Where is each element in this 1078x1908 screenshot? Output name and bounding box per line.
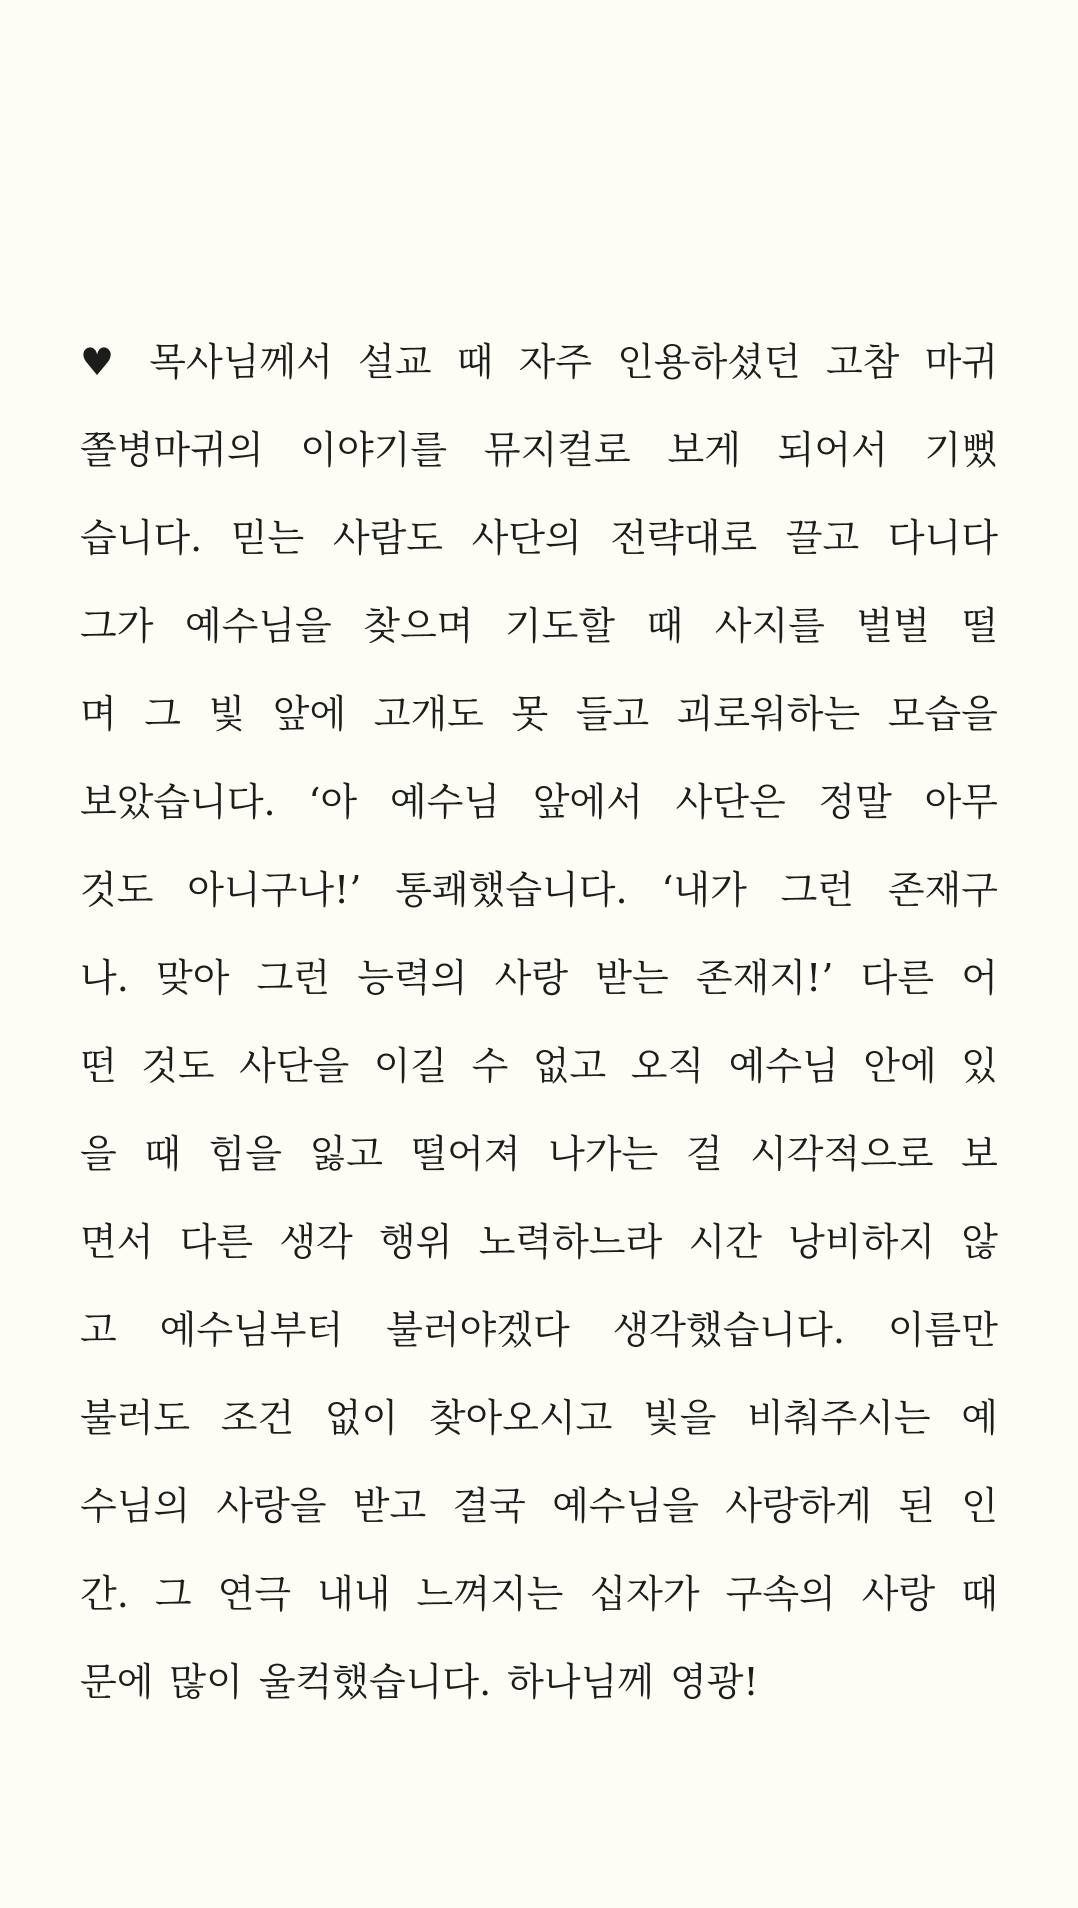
word: 어 <box>961 956 998 1000</box>
text-line <box>80 1022 998 1110</box>
word: 앞에서 <box>532 780 643 824</box>
word: 고참 <box>825 340 900 384</box>
word: 아니구나!’ <box>187 868 362 912</box>
word: 사람도 <box>332 516 443 560</box>
word: 사랑하게 <box>725 1484 873 1528</box>
word: 그런 <box>256 956 331 1000</box>
word: 인 <box>961 1484 998 1528</box>
word: 않 <box>961 1220 998 1264</box>
word: 결국 <box>452 1484 526 1528</box>
word: 조건 <box>220 1396 295 1440</box>
word: 사랑 <box>861 1572 936 1616</box>
word: 못 <box>511 692 549 736</box>
word: 면서 <box>80 1220 154 1264</box>
text-line <box>80 494 998 582</box>
word: 고개도 <box>373 692 484 736</box>
word: 잃고 <box>309 1132 383 1176</box>
text-line <box>80 846 998 934</box>
word: 기도할 <box>504 604 616 648</box>
word: 안에 <box>863 1044 937 1088</box>
word: 나가는 <box>548 1132 659 1176</box>
word: 다니다 <box>887 516 998 560</box>
word: 수 <box>471 1044 509 1088</box>
text-line <box>80 1638 998 1726</box>
word: 때 <box>144 1132 181 1176</box>
word: 수님의 <box>80 1484 191 1528</box>
word: 행위 <box>379 1220 453 1264</box>
word: 모습을 <box>887 692 998 736</box>
word: 뮤지컬로 <box>483 428 631 472</box>
word: 찾으며 <box>363 604 474 648</box>
text-line <box>80 758 998 846</box>
word: 마귀 <box>924 340 998 384</box>
word: 느껴지는 <box>416 1572 564 1616</box>
word: 빛 <box>208 692 246 736</box>
word: 아무 <box>924 780 998 824</box>
word: 시간 <box>688 1220 762 1264</box>
word: 연극 <box>217 1572 292 1616</box>
word: 된 <box>898 1484 935 1528</box>
testimony-text <box>80 318 998 1726</box>
word: 비춰주시는 <box>747 1396 931 1440</box>
word: 걸 <box>685 1132 723 1176</box>
word: 이야기를 <box>300 428 448 472</box>
word: 받는 <box>595 956 669 1000</box>
word: 쫄병마귀의 <box>80 428 264 472</box>
word: 예수님을 <box>552 1484 699 1528</box>
text-line <box>80 582 998 670</box>
word: 예수님을 <box>184 604 332 648</box>
word: 그가 <box>80 604 154 648</box>
word: 존재지!’ <box>695 956 834 1000</box>
word: 예수님부터 <box>159 1308 344 1352</box>
word: 보게 <box>667 428 741 472</box>
word: 예수님 <box>389 780 500 824</box>
text-line <box>80 670 998 758</box>
word: 찾아오시고 <box>428 1396 613 1440</box>
word: 문에 <box>80 1660 154 1704</box>
word: 나. <box>80 956 129 1000</box>
word: 때 <box>456 340 494 384</box>
word: 노력하느라 <box>478 1220 663 1264</box>
heart-icon: ♥ <box>80 340 115 384</box>
word: 목사님께서 <box>149 340 333 384</box>
word: 받고 <box>352 1484 427 1528</box>
word: 들고 <box>575 692 650 736</box>
word: 생각 <box>279 1220 353 1264</box>
word: 맞아 <box>156 956 230 1000</box>
word: 며 <box>80 692 117 736</box>
word: 능력의 <box>357 956 468 1000</box>
word: 습니다. <box>80 516 203 560</box>
word: 사지를 <box>714 604 825 648</box>
word: 예 <box>961 1396 998 1440</box>
word: 불러야겠다 <box>386 1308 570 1352</box>
text-line <box>80 1374 998 1462</box>
word: 그런 <box>780 868 855 912</box>
word: 이길 <box>373 1044 448 1088</box>
word: 때 <box>646 604 684 648</box>
text-line <box>80 1286 998 1374</box>
word: 많이 <box>169 1660 243 1704</box>
word: 예수님 <box>728 1044 839 1088</box>
word: 인용하셨던 <box>617 340 801 384</box>
word: 되어서 <box>777 428 888 472</box>
word: 사랑을 <box>216 1484 327 1528</box>
word: 불러도 <box>80 1396 191 1440</box>
word: 오직 <box>630 1044 705 1088</box>
word: 것도 <box>80 868 154 912</box>
word: 다른 <box>860 956 935 1000</box>
word: 하나님께 <box>507 1660 655 1704</box>
word: 힘을 <box>208 1132 282 1176</box>
text-line <box>80 1198 998 1286</box>
word: 고 <box>80 1308 117 1352</box>
word: 없이 <box>324 1396 399 1440</box>
word: 낭비하지 <box>788 1220 935 1264</box>
word: 시각적으로 <box>750 1132 934 1176</box>
word: 벌벌 <box>856 604 930 648</box>
word: 그 <box>144 692 181 736</box>
word: 앞에 <box>272 692 347 736</box>
word: 영광! <box>670 1660 759 1704</box>
text-line <box>80 318 998 406</box>
word: 떨어져 <box>410 1132 521 1176</box>
word: 십자가 <box>589 1572 700 1616</box>
word: 사랑 <box>494 956 569 1000</box>
text-line <box>80 1462 998 1550</box>
word: ‘아 <box>308 780 358 824</box>
word: 믿는 <box>230 516 305 560</box>
word: 보 <box>961 1132 998 1176</box>
text-line <box>80 1550 998 1638</box>
word: 떤 <box>80 1044 117 1088</box>
word: 설교 <box>358 340 432 384</box>
word: 있 <box>961 1044 998 1088</box>
word: 간. <box>80 1572 129 1616</box>
word: 빛을 <box>643 1396 717 1440</box>
word: 괴로워하는 <box>676 692 861 736</box>
word: 보았습니다. <box>80 780 276 824</box>
word: 것도 <box>141 1044 215 1088</box>
word: 울컥했습니다. <box>258 1660 492 1704</box>
word: 없고 <box>532 1044 607 1088</box>
word: 통쾌했습니다. <box>395 868 628 912</box>
word: 을 <box>80 1132 117 1176</box>
text-line <box>80 406 998 494</box>
word: 존재구 <box>887 868 998 912</box>
word: ‘내가 <box>661 868 747 912</box>
word: 내내 <box>317 1572 391 1616</box>
word: 그 <box>154 1572 192 1616</box>
word: 자주 <box>518 340 592 384</box>
word: 기뻤 <box>924 428 998 472</box>
word: 구속의 <box>725 1572 836 1616</box>
word: 다른 <box>179 1220 254 1264</box>
word: 끌고 <box>785 516 860 560</box>
text-line <box>80 934 998 1022</box>
word: 이름만 <box>887 1308 998 1352</box>
word: 사단의 <box>471 516 582 560</box>
word: 전략대로 <box>610 516 758 560</box>
word: 사단은 <box>675 780 786 824</box>
word: 정말 <box>818 780 892 824</box>
text-line <box>80 1110 998 1198</box>
word: 생각했습니다. <box>612 1308 845 1352</box>
word: 사단을 <box>239 1044 350 1088</box>
word: 때 <box>961 1572 998 1616</box>
word: 떨 <box>961 604 998 648</box>
